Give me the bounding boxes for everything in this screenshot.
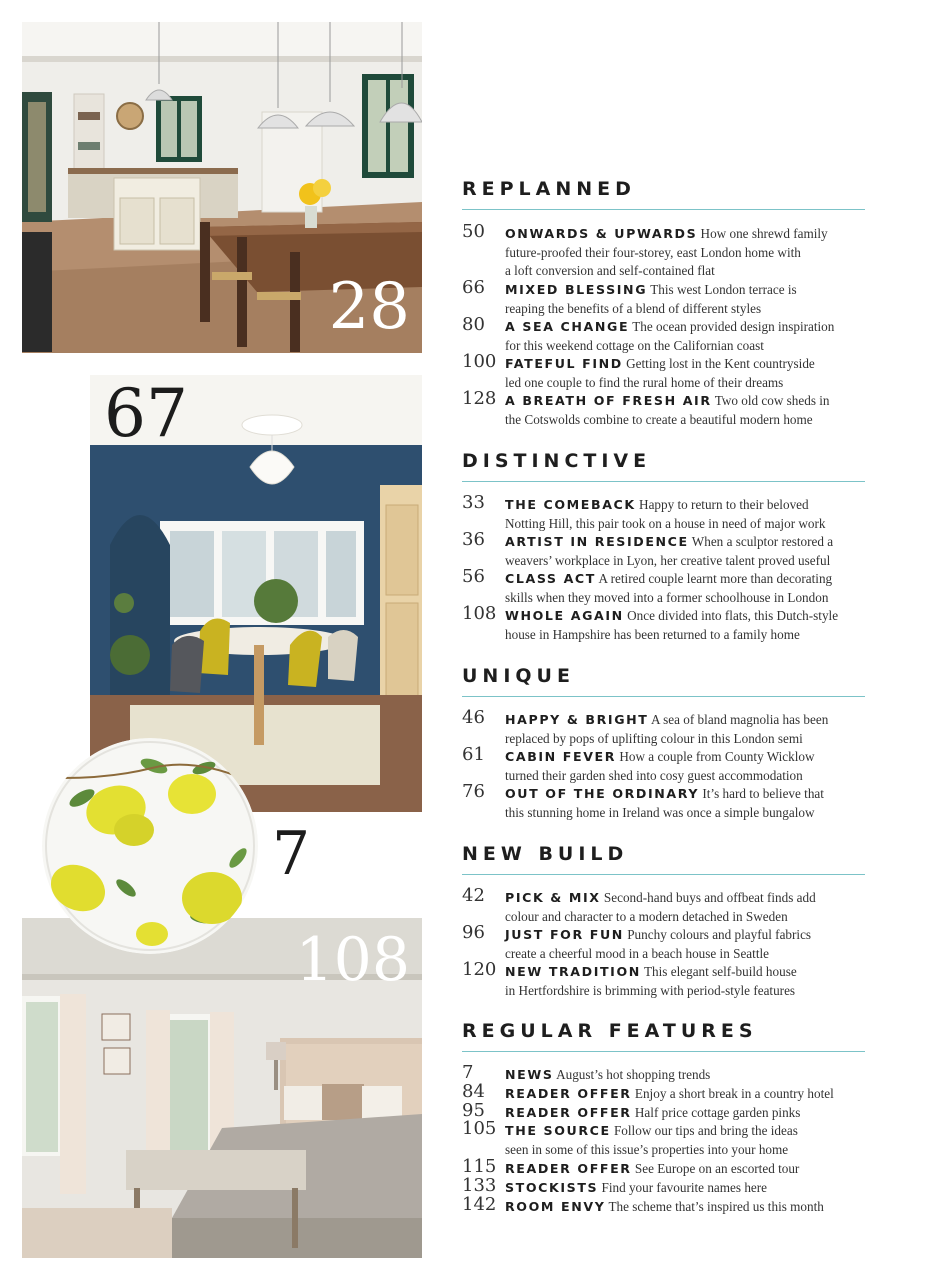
entry-page-number: 7 bbox=[462, 1062, 474, 1083]
entry-description-line: Happy to return to their beloved bbox=[639, 497, 809, 512]
entry-description-line: colour and character to a modern detached in Sweden bbox=[505, 908, 788, 924]
entry-text bbox=[505, 963, 875, 1000]
section-heading: REPLANNED bbox=[462, 178, 636, 200]
entry-page-number: 142 bbox=[462, 1194, 497, 1215]
entry-page-number: 120 bbox=[462, 959, 497, 980]
entry-page-number: 50 bbox=[462, 221, 485, 242]
page-number-overlay: 7 bbox=[272, 819, 311, 889]
entry-page-number: 76 bbox=[462, 781, 485, 802]
entry-description-line: reaping the benefits of a blend of different styles bbox=[505, 300, 762, 316]
entry-text bbox=[505, 748, 875, 785]
lemon-plate-photo bbox=[42, 738, 258, 954]
entry-text bbox=[505, 533, 875, 570]
entry-description-line: Enjoy a short break in a country hotel bbox=[634, 1086, 834, 1101]
entry-description-line: in Hertfordshire is brimming with period-style features bbox=[505, 982, 796, 998]
entry-description-line: Once divided into flats, this Dutch-style bbox=[627, 608, 839, 623]
page-number-overlay: 67 bbox=[104, 375, 188, 452]
entry-description-line: The scheme that’s inspired us this month bbox=[608, 1199, 824, 1214]
entry-description-line: It’s hard to believe that bbox=[702, 786, 824, 801]
entry-description-line: create a cheerful mood in a beach house in Seattle bbox=[505, 945, 769, 961]
entry-page-number: 84 bbox=[462, 1081, 485, 1102]
entry-text bbox=[505, 711, 875, 748]
entry-text bbox=[505, 1085, 875, 1104]
section-heading: UNIQUE bbox=[462, 665, 575, 687]
entry-text bbox=[505, 392, 875, 429]
entry-description-line: Notting Hill, this pair took on a house in need of major work bbox=[505, 515, 826, 531]
entry-description-line: led one couple to find the rural home of their dreams bbox=[505, 374, 784, 390]
entry-description-line: The ocean provided design inspiration bbox=[632, 319, 835, 334]
entry-description-line: seen in some of this issue’s properties into your home bbox=[505, 1141, 789, 1157]
entry-description-line: A retired couple learnt more than decorating bbox=[598, 571, 833, 586]
entry-text bbox=[505, 496, 875, 533]
entry-page-number: 95 bbox=[462, 1100, 485, 1121]
entry-description-line: August’s hot shopping trends bbox=[556, 1067, 711, 1082]
entry-text bbox=[505, 355, 875, 392]
entry-title: STOCKISTS bbox=[505, 1180, 599, 1195]
entry-description-line: A sea of bland magnolia has been bbox=[651, 712, 829, 727]
section-divider bbox=[462, 209, 865, 210]
entry-page-number: 61 bbox=[462, 744, 485, 765]
entry-text bbox=[505, 926, 875, 963]
entry-page-number: 56 bbox=[462, 566, 485, 587]
entry-text bbox=[505, 1160, 875, 1179]
page-number-overlay: 28 bbox=[328, 270, 410, 344]
entry-title: OUT OF THE ORDINARY bbox=[505, 786, 700, 801]
entry-description-line: Find your favourite names here bbox=[601, 1180, 768, 1195]
entry-description-line: This elegant self-build house bbox=[643, 964, 797, 979]
entry-page-number: 105 bbox=[462, 1118, 497, 1139]
entry-description-line: How a couple from County Wicklow bbox=[619, 749, 815, 764]
entry-title: CABIN FEVER bbox=[505, 749, 617, 764]
kitchen-photo bbox=[22, 22, 422, 353]
entry-text bbox=[505, 570, 875, 607]
section-divider bbox=[462, 481, 865, 482]
entry-title: JUST FOR FUN bbox=[505, 927, 624, 942]
entry-description-line: Second-hand buys and offbeat finds add bbox=[603, 890, 816, 905]
entry-title: A SEA CHANGE bbox=[505, 319, 630, 334]
entry-text bbox=[505, 1066, 875, 1085]
entry-title: FATEFUL FIND bbox=[505, 356, 623, 371]
entry-description-line: a loft conversion and self-contained flat bbox=[505, 263, 715, 279]
entry-title: READER OFFER bbox=[505, 1161, 632, 1176]
entry-page-number: 46 bbox=[462, 707, 485, 728]
entry-description-line: Getting lost in the Kent countryside bbox=[626, 356, 815, 371]
entry-title: READER OFFER bbox=[505, 1105, 632, 1120]
entry-title: PICK & MIX bbox=[505, 890, 601, 905]
entry-description-line: weavers’ workplace in Lyon, her creative talent proved useful bbox=[505, 552, 831, 568]
entry-description-line: Follow our tips and bring the ideas bbox=[613, 1123, 798, 1138]
entry-description-line: Two old cow sheds in bbox=[714, 393, 830, 408]
entry-title: READER OFFER bbox=[505, 1086, 632, 1101]
page-number-overlay: 108 bbox=[295, 925, 410, 995]
entry-text bbox=[505, 318, 875, 355]
entry-page-number: 108 bbox=[462, 603, 497, 624]
section-divider bbox=[462, 874, 865, 875]
entry-description-line: this stunning home in Ireland was once a simple bungalow bbox=[505, 804, 815, 820]
entry-text bbox=[505, 607, 875, 644]
bedroom-photo bbox=[22, 918, 422, 1258]
entry-text bbox=[505, 1122, 875, 1159]
entry-page-number: 100 bbox=[462, 351, 497, 372]
entry-title: WHOLE AGAIN bbox=[505, 608, 624, 623]
entry-description-line: See Europe on an escorted tour bbox=[634, 1161, 800, 1176]
entry-description-line: Half price cottage garden pinks bbox=[634, 1105, 801, 1120]
entry-text bbox=[505, 281, 875, 318]
section-heading: NEW BUILD bbox=[462, 843, 629, 865]
entry-description-line: replaced by pops of uplifting colour in this London semi bbox=[505, 730, 803, 746]
entry-title: ONWARDS & UPWARDS bbox=[505, 226, 698, 241]
entry-text bbox=[505, 1104, 875, 1123]
entry-page-number: 33 bbox=[462, 492, 485, 513]
entry-title: NEWS bbox=[505, 1067, 554, 1082]
entry-description-line: turned their garden shed into cosy guest accommodation bbox=[505, 767, 803, 783]
entry-page-number: 42 bbox=[462, 885, 485, 906]
entry-text bbox=[505, 1198, 875, 1217]
section-heading: DISTINCTIVE bbox=[462, 450, 652, 472]
entry-text bbox=[505, 1179, 875, 1198]
section-divider bbox=[462, 696, 865, 697]
section-heading: REGULAR FEATURES bbox=[462, 1020, 758, 1042]
section-divider bbox=[462, 1051, 865, 1052]
entry-page-number: 115 bbox=[462, 1156, 497, 1177]
entry-title: ROOM ENVY bbox=[505, 1199, 606, 1214]
entry-page-number: 80 bbox=[462, 314, 485, 335]
entry-description-line: future-proofed their four-storey, east London home with bbox=[505, 244, 801, 260]
entry-page-number: 133 bbox=[462, 1175, 497, 1196]
entry-description-line: the Cotswolds combine to create a beautiful modern home bbox=[505, 411, 813, 427]
entry-title: NEW TRADITION bbox=[505, 964, 641, 979]
entry-title: THE COMEBACK bbox=[505, 497, 636, 512]
entry-page-number: 66 bbox=[462, 277, 485, 298]
entry-page-number: 128 bbox=[462, 388, 497, 409]
entry-description-line: This west London terrace is bbox=[650, 282, 797, 297]
entry-text bbox=[505, 889, 875, 926]
entry-text bbox=[505, 785, 875, 822]
entry-description-line: skills when they moved into a former schoolhouse in London bbox=[505, 589, 829, 605]
entry-title: A BREATH OF FRESH AIR bbox=[505, 393, 712, 408]
entry-description-line: When a sculptor restored a bbox=[691, 534, 834, 549]
entry-title: CLASS ACT bbox=[505, 571, 596, 586]
entry-description-line: for this weekend cottage on the Californian coast bbox=[505, 337, 764, 353]
entry-title: HAPPY & BRIGHT bbox=[505, 712, 649, 727]
entry-title: THE SOURCE bbox=[505, 1123, 611, 1138]
entry-page-number: 96 bbox=[462, 922, 485, 943]
entry-text bbox=[505, 225, 875, 281]
entry-description-line: house in Hampshire has been returned to a family home bbox=[505, 626, 800, 642]
entry-page-number: 36 bbox=[462, 529, 485, 550]
entry-title: MIXED BLESSING bbox=[505, 282, 648, 297]
entry-title: ARTIST IN RESIDENCE bbox=[505, 534, 689, 549]
entry-description-line: Punchy colours and playful fabrics bbox=[627, 927, 812, 942]
entry-description-line: How one shrewd family bbox=[700, 226, 828, 241]
